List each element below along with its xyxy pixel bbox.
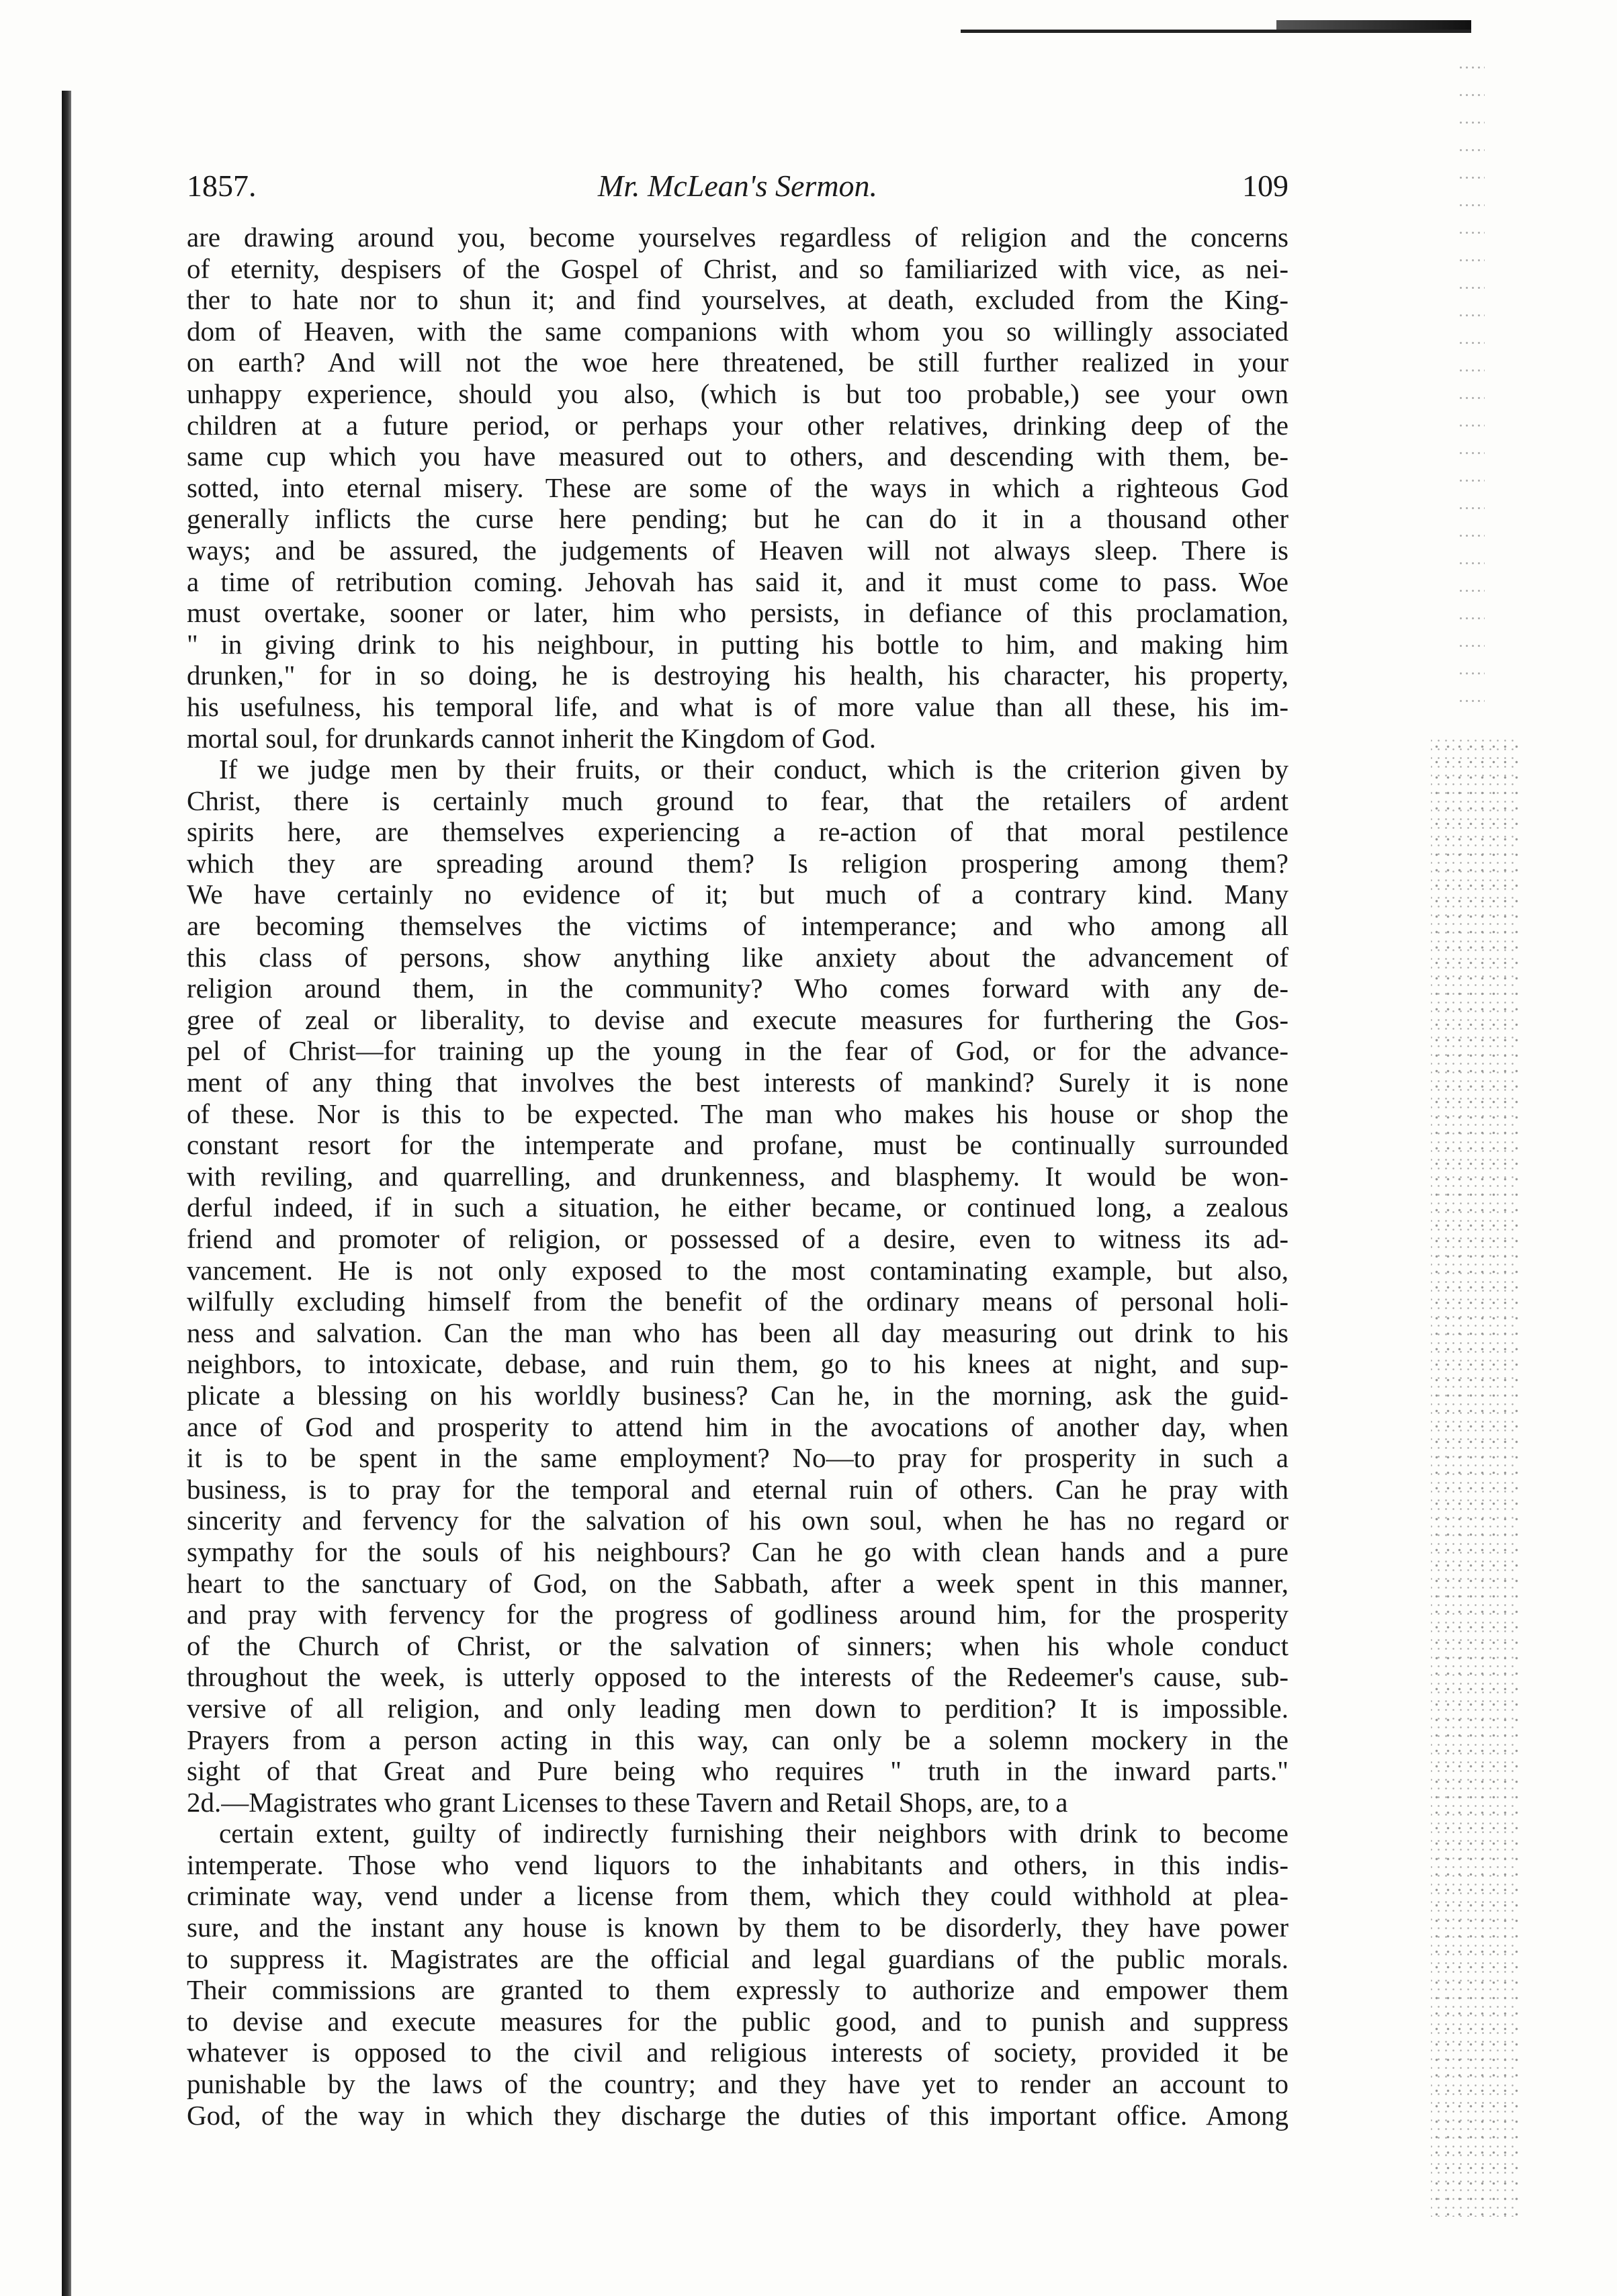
text-line: If we judge men by their fruits, or their conduct, which is the criterion given by — [219, 754, 1288, 785]
text-line: Prayers from a person acting in this way, can only be a solemn mockery in the — [187, 1724, 1288, 1755]
text-line: versive of all religion, and only leading men down to perdition? It is impossible. — [187, 1692, 1288, 1724]
text-line: Their commissions are granted to them expressly to authorize and empower them — [187, 1974, 1288, 2006]
text-line: dom of Heaven, with the same companions with whom you so willingly associated — [187, 315, 1288, 347]
text-line: neighbors, to intoxicate, debase, and ruin them, go to his knees at night, and sup- — [187, 1348, 1288, 1380]
text-line: same cup which you have measured out to others, and descending with them, be- — [187, 441, 1288, 472]
text-line: with reviling, and quarrelling, and drunkenness, and blasphemy. It would be won- — [187, 1160, 1288, 1192]
text-line: ways; and be assured, the judgements of Heaven will not always sleep. There is — [187, 534, 1288, 566]
text-line: punishable by the laws of the country; and they have yet to render an account to — [187, 2068, 1288, 2100]
text-line: his usefulness, his temporal life, and what is of more value than all these, his im- — [187, 691, 1288, 722]
margin-specks-top — [1458, 54, 1485, 725]
text-line: pel of Christ—for training up the young in the fear of God, or for the advance- — [187, 1035, 1288, 1067]
torn-edge-rule — [961, 30, 1471, 33]
body-text — [187, 222, 1288, 2131]
text-line: children at a future period, or perhaps your other relatives, drinking deep of the — [187, 409, 1288, 441]
text-line: a time of retribution coming. Jehovah has said it, and it must come to pass. Woe — [187, 566, 1288, 597]
text-line: gree of zeal or liberality, to devise and execute measures for furthering the Gos- — [187, 1004, 1288, 1035]
text-line: must overtake, sooner or later, him who persists, in defiance of this proclamation, — [187, 597, 1288, 629]
text-line: " in giving drink to his neighbour, in putting his bottle to him, and making him — [187, 628, 1288, 660]
text-line: of these. Nor is this to be expected. The man who makes his house or shop the — [187, 1098, 1288, 1129]
text-line: of eternity, despisers of the Gospel of Christ, and so familiarized with vice, as nei- — [187, 253, 1288, 284]
text-line: of the Church of Christ, or the salvation of sinners; when his whole conduct — [187, 1630, 1288, 1661]
text-line: ther to hate nor to shun it; and find yourselves, at death, excluded from the King- — [187, 284, 1288, 316]
text-line: sotted, into eternal misery. These are some of the ways in which a righteous God — [187, 472, 1288, 503]
text-line: which they are spreading around them? Is religion prospering among them? — [187, 847, 1288, 879]
text-line: are drawing around you, become yourselves regardless of religion and the concerns — [187, 222, 1288, 253]
margin-specks — [1431, 739, 1518, 2217]
text-line: this class of persons, show anything like anxiety about the advancement of — [187, 941, 1288, 973]
text-line: throughout the week, is utterly opposed to the interests of the Redeemer's cause, sub- — [187, 1661, 1288, 1693]
text-line: unhappy experience, should you also, (which is but too probable,) see your own — [187, 378, 1288, 409]
text-line: certain extent, guilty of indirectly furnishing their neighbors with drink to become — [219, 1818, 1288, 1849]
text-line: ness and salvation. Can the man who has been all day measuring out drink to his — [187, 1317, 1288, 1348]
text-line: spirits here, are themselves experiencing a re-action of that moral pestilence — [187, 816, 1288, 848]
text-line: constant resort for the intemperate and profane, must be continually surrounded — [187, 1129, 1288, 1161]
text-line: sight of that Great and Pure being who requires " truth in the inward parts." — [187, 1755, 1288, 1787]
text-line: vancement. He is not only exposed to the most contaminating example, but also, — [187, 1254, 1288, 1286]
text-line: ance of God and prosperity to attend him in the avocations of another day, when — [187, 1411, 1288, 1442]
text-line: and pray with fervency for the progress of godliness around him, for the prosperity — [187, 1599, 1288, 1630]
text-line: Christ, there is certainly much ground to fear, that the retailers of ardent — [187, 785, 1288, 816]
page-number: 109 — [1242, 169, 1288, 203]
text-line: religion around them, in the community? Who comes forward with any de- — [187, 973, 1288, 1004]
text-line: to suppress it. Magistrates are the official and legal guardians of the public morals. — [187, 1943, 1288, 1974]
text-line: heart to the sanctuary of God, on the Sabbath, after a week spent in this manner, — [187, 1567, 1288, 1599]
text-line: business, is to pray for the temporal and eternal ruin of others. Can he pray with — [187, 1473, 1288, 1505]
text-line: ment of any thing that involves the best interests of mankind? Surely it is none — [187, 1067, 1288, 1098]
text-line: whatever is opposed to the civil and religious interests of society, provided it be — [187, 2037, 1288, 2068]
text-line: it is to be spent in the same employment? No—to pray for prosperity in such a — [187, 1442, 1288, 1474]
text-line: 2d.—Magistrates who grant Licenses to these Tavern and Retail Shops, are, to a — [187, 1786, 1068, 1818]
text-line: are becoming themselves the victims of intemperance; and who among all — [187, 910, 1288, 942]
text-line: to devise and execute measures for the public good, and to punish and suppress — [187, 2005, 1288, 2037]
running-title: Mr. McLean's Sermon. — [597, 169, 878, 203]
text-line: God, of the way in which they discharge the duties of this important office. Among — [187, 2099, 1288, 2131]
text-line: plicate a blessing on his worldly business? Can he, in the morning, ask the guid- — [187, 1379, 1288, 1411]
text-line: generally inflicts the curse here pending; but he can do it in a thousand other — [187, 503, 1288, 535]
running-head — [187, 168, 1288, 215]
text-line: sure, and the instant any house is known by them to be disorderly, they have power — [187, 1912, 1288, 1943]
text-line: friend and promoter of religion, or possessed of a desire, even to witness its ad- — [187, 1223, 1288, 1254]
text-line: on earth? And will not the woe here threatened, be still further realized in your — [187, 347, 1288, 378]
text-line: criminate way, vend under a license from them, which they could withhold at plea- — [187, 1880, 1288, 1912]
text-line: We have certainly no evidence of it; but much of a contrary kind. Many — [187, 879, 1288, 910]
text-line: wilfully excluding himself from the benefit of the ordinary means of personal holi- — [187, 1286, 1288, 1317]
binding-shadow — [62, 91, 71, 2296]
text-line: sympathy for the souls of his neighbours? Can he go with clean hands and a pure — [187, 1536, 1288, 1567]
running-year: 1857. — [187, 169, 257, 203]
text-line: derful indeed, if in such a situation, he either became, or continued long, a zealous — [187, 1192, 1288, 1223]
text-line: intemperate. Those who vend liquors to the inhabitants and others, in this indis- — [187, 1849, 1288, 1880]
text-line: sincerity and fervency for the salvation of his own soul, when he has no regard or — [187, 1505, 1288, 1536]
text-line: mortal soul, for drunkards cannot inherit the Kingdom of God. — [187, 722, 876, 754]
torn-edge-rule-heavy — [1276, 20, 1471, 30]
text-line: drunken," for in so doing, he is destroying his health, his character, his property, — [187, 660, 1288, 691]
